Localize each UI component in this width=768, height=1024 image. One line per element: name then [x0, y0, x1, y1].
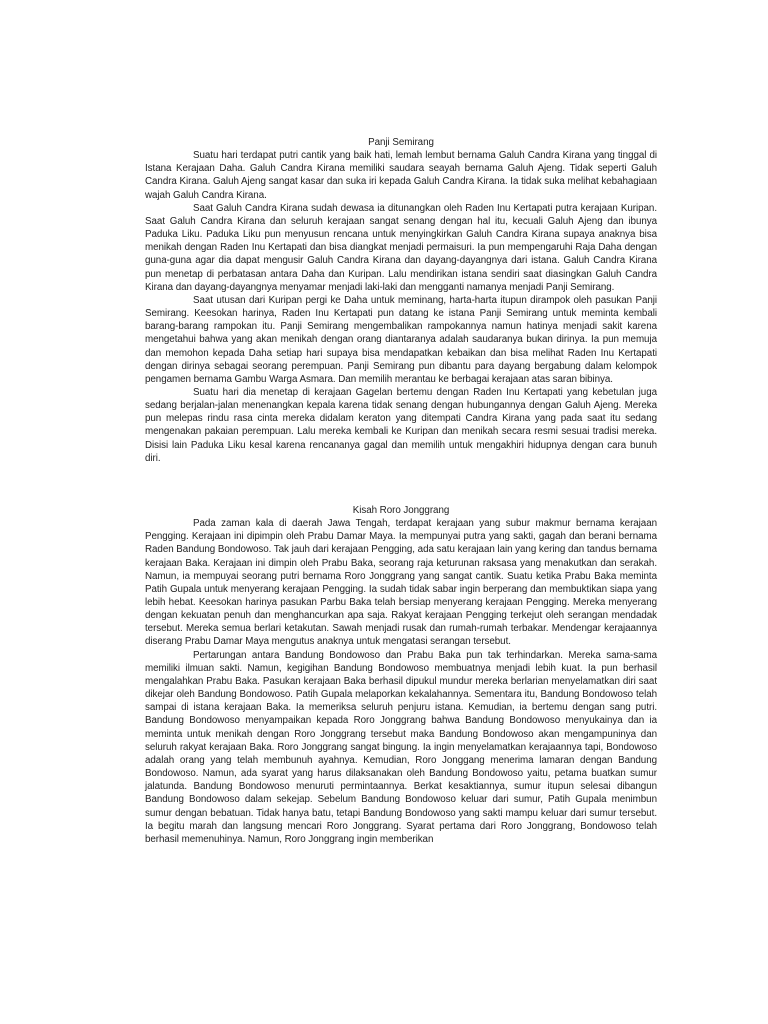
paragraph: Pada zaman kala di daerah Jawa Tengah, terdapat kerajaan yang subur makmur bernama kerajaan Pengging. Kerajaan ini dipimpin oleh Prabu Damar Maya. Ia mempunyai putra yang sakti, gagah dan berani bernama Raden Bandung Bondowoso. Tak jauh dari kerajaan Pengging, ada satu kerajaan lain yang kering dan tandus bernama kerajaan Baka. Kerajaan ini dimpin oleh Prabu Baka, seorang raja keturunan raksasa yang menakutkan dan serakah. Namun, ia mempuyai seorang putri bernama Roro Jonggrang yang sangat cantik. Suatu ketika Prabu Baka meminta Patih Gupala untuk menyerang kerajaan Pengging. Ia sudah tidak sabar ingin berperang dan membuktikan siapa yang lebih hebat. Keesokan harinya pasukan Parbu Baka telah bersiap menyerang kerajaan Pengging. Mereka menyerang dengan kekuatan penuh dan menghancurkan apa saja. Rakyat kerajaan Pengging terkejut oleh serangan mendadak tersebut. Mereka semua berlari ketakutan. Sawah menjadi rusak dan rumah-rumah terbakar. Mendengar kerajaannya diserang Prabu Damar Maya mengutus anaknya untuk mengatasi serangan tersebut. [145, 518, 657, 648]
story-title: Kisah Roro Jonggrang [352, 504, 450, 516]
paragraph: Pertarungan antara Bandung Bondowoso dan Prabu Baka pun tak terhindarkan. Mereka sama-sama memiliki ilmuan sakti. Namun, kegigihan Bandung Bondowoso membuatnya menjadi lebih kuat. Ia pun berhasil mengalahkan Prabu Baka. Pasukan kerajaan Baka berhasil dipukul mundur mereka berlarian menyelamatkan diri saat dikejar oleh Bandung Bondowoso. Patih Gupala melaporkan kekalahannya. Sementara itu, Bandung Bondowoso telah sampai di istana kerajaan Baka. Ia memeriksa seluruh penjuru istana. Kemudian, ia bertemu dengan sang putri. Bandung Bondowoso menyampaikan kepada Roro Jonggrang bahwa Bandung Bondowoso menyukainya dan ia meminta untuk menikah dengan Roro Jonggrang tersebut maka Bandung Bondowoso akan mengampuninya dan seluruh rakyat kerajaan Baka. Roro Jonggrang sangat bingung. Ia ingin menyelamatkan kerajaannya tapi, Bondowoso adalah orang yang telah membunuh ayahnya. Kemudian, Roro Jonggang menerima lamaran dengan Bandung Bondowoso. Namun, ada syarat yang harus dilaksanakan oleh Bandung Bondowoso yaitu, petama buatkan sumur jalatunda. Bandung Bondowoso menuruti permintaannya. Berkat kesaktiannya, sumur itupun selesai dibangun Bandung Bondowoso dalam sekejap. Sebelum Bandung Bondowoso keluar dari sumur, Patih Gupala menimbun sumur dengan bebatuan. Tidak hanya batu, tetapi Bandung Bondowoso yang sakti mampu keluar dari sumur tersebut. Ia begitu marah dan langsung mencari Roro Jonggrang. Syarat pertama dari Roro Jonggrang, Bondowoso telah berhasil memenuhinya. Namun, Roro Jonggrang ingin memberikan [145, 649, 657, 845]
paragraph: Saat utusan dari Kuripan pergi ke Daha untuk meminang, harta-harta itupun dirampok oleh pasukan Panji Semirang. Keesokan harinya, Raden Inu Kertapati pun datang ke istana Panji Semirang untuk meminta kembali barang-barang rampokan itu. Panji Semirang mengembalikan rampokannya namun hatinya menjadi sakit karena mengetahui bahwa yang akan menikah dengan orang diantaranya adalah saudaranya bukan dirinya. Ia pun memuja dan memohon kepada Daha setiap hari supaya bisa mendapatkan kebaikan dan bisa melihat Raden Inu Kertapati dengan dirinya sebagai seorang perempuan. Panji Semirang pun dibantu para dayang bergabung dalam kelompok pengamen bernama Gambu Warga Asmara. Dan memilih merantau ke berbagai kerajaan atas saran bibinya. [145, 294, 657, 385]
paragraph: Saat Galuh Candra Kirana sudah dewasa ia ditunangkan oleh Raden Inu Kertapati putra kerajaan Kuripan. Saat Galuh Candra Kirana dan seluruh kerajaan sangat senang dengan hal itu, kecuali Galuh Ajeng dan ibunya Paduka Liku. Paduka Liku pun menyusun rencana untuk menyingkirkan Galuh Candra Kirana supaya anaknya bisa menikah dengan Raden Inu Kertapati dan bisa diangkat menjadi permaisuri. Ia pun mempengaruhi Raja Daha dengan guna-guna agar dia dapat mengusir Galuh Candra Kirana dan dayang-dayangnya dari istana. Galuh Candra Kirana pun menetap di perbatasan antara Daha dan Kuripan. Lalu mendirikan istana sendiri saat diasingkan Galuh Candra Kirana dan dayang-dayangnya menyamar menjadi laki-laki dan mengganti namanya menjadi Panji Semirang. [145, 202, 657, 293]
section-spacer [145, 465, 657, 504]
paragraph: Suatu hari dia menetap di kerajaan Gagelan bertemu dengan Raden Inu Kertapati yang kebetulan juga sedang berjalan-jalan menenangkan kepala karena tidak senang dengan hubungannya dengan Galuh Ajeng. Mereka pun melepas rindu rasa cinta mereka didalam keraton yang ditempati Candra Kirana yang pada saat itu sedang mengenakan pakaian perempuan. Lalu mereka kembali ke Kuripan dan menikah secara resmi sesuai tradisi mereka. Disisi lain Paduka Liku kesal karena rencananya gagal dan memilih untuk mengakhiri hidupnya dengan cara bunuh diri. [145, 386, 657, 464]
paragraph: Suatu hari terdapat putri cantik yang baik hati, lemah lembut bernama Galuh Candra Kirana yang tinggal di Istana Kerajaan Daha. Galuh Candra Kirana memiliki saudara seayah bernama Galuh Ajeng. Tidak seperti Galuh Candra Kirana. Galuh Ajeng sangat kasar dan suka iri kepada Galuh Candra Kirana. Ia tidak suka melihat kebahagiaan wajah Galuh Candra Kirana. [145, 150, 657, 201]
story-title: Panji Semirang [368, 137, 434, 148]
story-panji-semirang [145, 136, 657, 465]
document-page [145, 136, 657, 846]
story-roro-jonggrang [145, 504, 657, 846]
